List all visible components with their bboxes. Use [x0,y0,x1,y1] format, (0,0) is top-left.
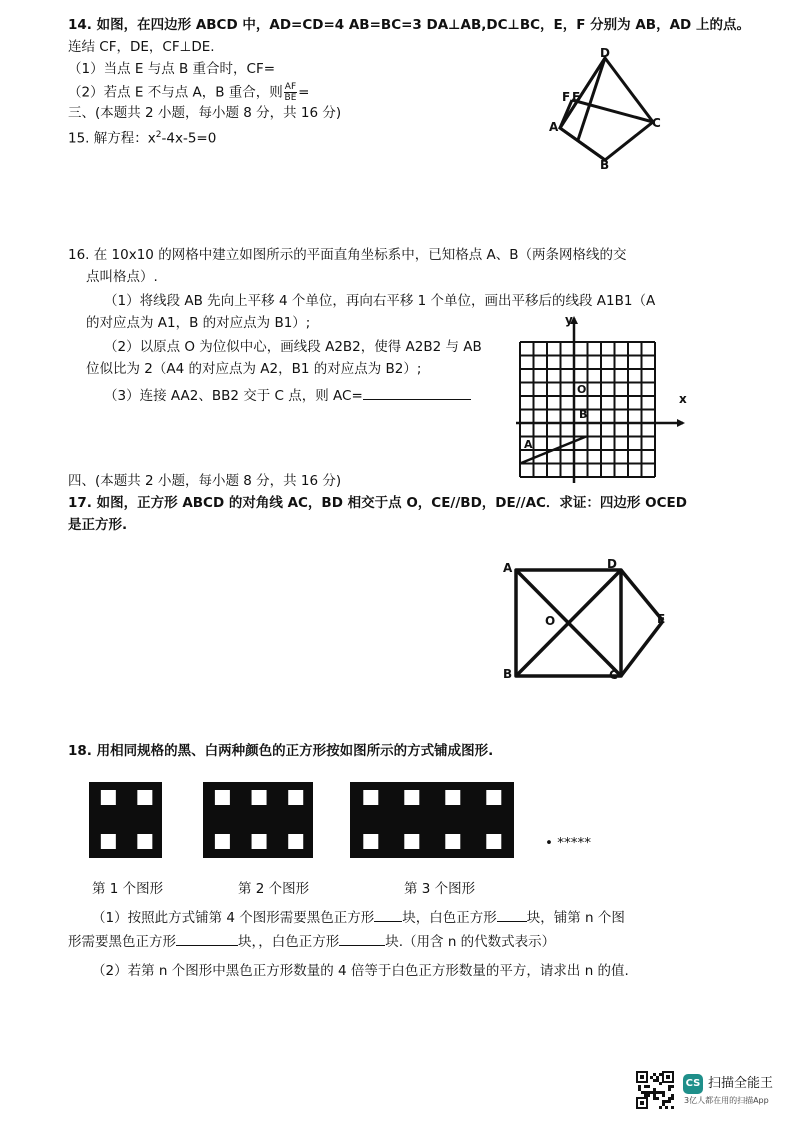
q18-part1-b [68,932,555,951]
white-tile [215,834,230,849]
q14-label-D: D [600,46,610,60]
qr-module [656,1091,659,1094]
white-tile [486,790,501,805]
qr-module [668,1088,671,1091]
qr-module [671,1085,674,1088]
q14-line1: 14. 如图，在四边形 ABCD 中，AD=CD=4 AB=BC=3 DA⊥AB,DC⊥BC，E，F 分别为 AB，AD 上的点。 [68,17,750,33]
qr-finder-core [640,1075,644,1079]
qr-module [656,1076,659,1079]
q14-part2-post: = [298,84,310,101]
q18-part1-b3: 块.（用含 n 的代数式表示） [385,934,556,950]
section4-heading: 四、(本题共 2 小题，每小题 8 分，共 16 分) [68,473,342,489]
qr-module [653,1079,656,1082]
q15-base: x [147,130,156,147]
qr-module [662,1100,665,1103]
qr-module [662,1103,665,1106]
q16-line1: 16. 在 10x10 的网格中建立如图所示的平面直角坐标系中，已知格点 A、B（两条网格线的交 [68,247,627,263]
white-tile [363,790,378,805]
qr-module [647,1091,650,1094]
white-tile [137,834,152,849]
q18-part1-a2: 块，白色正方形 [402,910,497,926]
white-tile [252,834,267,849]
q14-label-E: E [572,90,581,104]
q18-part1-a3: 块，铺第 n 个图 [526,910,625,926]
q17-line1: 17. 如图，正方形 ABCD 的对角线 AC，BD 相交于点 O，CE//BD，DE//AC．求证：四边形 OCED [68,495,687,511]
qr-module [671,1094,674,1097]
qr-module [659,1082,662,1085]
qr-module [665,1100,668,1103]
qr-module [665,1106,668,1109]
qr-module [644,1085,647,1088]
white-tile [363,834,378,849]
q14-line2: 连结 CF，DE，CF⊥DE. [68,39,215,55]
q18-part1-a1: （1）按照此方式铺第 4 个图形需要黑色正方形 [92,910,375,926]
q14-part1: （1）当点 E 与点 B 重合时，CF= [68,61,276,77]
q15-label: 15. 解方程： [68,130,148,147]
white-tile [486,834,501,849]
q15-equation [68,126,216,148]
qr-finder-core [666,1075,670,1079]
qr-module [647,1085,650,1088]
qr-module [653,1091,656,1094]
q18-caption-2: 第 2 个图形 [238,881,310,897]
qr-module [659,1091,662,1094]
qr-module [650,1076,653,1079]
qr-module [668,1097,671,1100]
qr-module [638,1085,641,1088]
q14-part2 [68,82,309,103]
grid-lines [520,342,655,477]
watermark-subtitle: 3亿人都在用的扫描App [684,1096,769,1105]
q17-label-A: A [503,561,513,575]
qr-module [668,1100,671,1103]
q17-label-E: E [657,612,666,626]
q16-coordinate-grid [515,312,695,487]
qr-module [659,1073,662,1076]
q17-line2: 是正方形. [68,517,128,533]
qr-module [638,1088,641,1091]
q17-label-B: B [503,667,513,681]
q18-blank-white-4[interactable] [497,908,527,922]
q18-part1-b2: 块，，白色正方形 [238,934,340,950]
white-tile [101,834,116,849]
q18-part2: （2）若第 n 个图形中黑色正方形数量的 4 倍等于白色正方形数量的平方，请求出 n 的值. [92,963,629,979]
white-tile [215,790,230,805]
q18-part1-a [92,908,625,927]
q18-part1-b1: 形需要黑色正方形 [68,934,176,950]
q14-fraction-numerator: AF [284,82,297,92]
q18-blank-black-n[interactable] [176,932,238,946]
white-tile [445,790,460,805]
camscanner-logo: CS [683,1074,703,1094]
q16-answer-blank[interactable] [363,386,471,400]
q16-part3 [104,386,471,405]
white-tile [445,834,460,849]
white-tile [404,834,419,849]
q16-label-x: x [679,392,687,406]
qr-code-icon [636,1071,674,1109]
qr-module [662,1094,665,1097]
tile-figure-3 [350,782,514,858]
q18-caption-1: 第 1 个图形 [92,881,164,897]
qr-module [644,1091,647,1094]
tile-figure-2 [203,782,313,858]
q14-label-A: A [549,120,559,134]
q18-line1: 18. 用相同规格的黑、白两种颜色的正方形按如图所示的方式铺成图形. [68,743,494,759]
q16-label-O: O [577,383,587,396]
q14-label-B: B [600,158,610,172]
q16-label-B: B [579,408,588,421]
q16-part1-a: （1）将线段 AB 先向上平移 4 个单位，再向右平移 1 个单位，画出平移后的线段 A1B1（A [104,293,656,309]
q14-ratio-fraction [284,82,297,103]
q16-part3-text: （3）连接 AA2、BB2 交于 C 点，则 AC= [104,388,363,404]
q14-fraction-denominator: BE [284,93,297,103]
qr-module [668,1085,671,1088]
qr-module [644,1094,647,1097]
tile-figure-1 [89,782,162,858]
qr-module [671,1097,674,1100]
qr-module [653,1094,656,1097]
q17-segment-CE [621,621,663,676]
q14-quadrilateral-figure [550,50,670,175]
qr-module [659,1106,662,1109]
white-tile [404,790,419,805]
q16-line2: 点叫格点）. [86,269,158,285]
q17-label-C: C [609,668,618,682]
watermark-title: 扫描全能王 [708,1076,774,1091]
white-tile [101,790,116,805]
q17-label-O: O [545,614,556,628]
q16-label-A: A [524,438,533,451]
white-tile [137,790,152,805]
q18-blank-black-4[interactable] [374,908,402,922]
qr-module [641,1091,644,1094]
q14-label-F: F [562,90,571,104]
white-tile [288,834,303,849]
qr-module [653,1073,656,1076]
q16-part1-b: 的对应点为 A1，B 的对应点为 B1）; [86,315,311,331]
q17-square-figure [505,560,680,685]
section3-heading: 三、(本题共 2 小题，每小题 8 分，共 16 分) [68,105,342,121]
q14-part2-pre: （2）若点 E 不与点 A，B 重合，则 [68,84,283,101]
q14-label-C: C [652,116,661,130]
q16-part2-a: （2）以原点 O 为位似中心，画线段 A2B2，使得 A2B2 与 AB [104,339,482,355]
q18-caption-3: 第 3 个图形 [404,881,476,897]
q16-part2-b: 位似比为 2（A4 的对应点为 A2，B1 的对应点为 B2）; [86,361,422,377]
q14-segment-DE [578,58,605,140]
q17-label-D: D [607,557,617,571]
q18-ellipsis: • ***** [545,835,592,851]
qr-module [656,1097,659,1100]
q18-tile-patterns [85,778,530,864]
qr-module [662,1091,665,1094]
qr-module [650,1091,653,1094]
white-tile [288,790,303,805]
qr-module [671,1106,674,1109]
q16-label-y: y [565,313,573,327]
qr-module [656,1079,659,1082]
white-tile [252,790,267,805]
q18-blank-white-n[interactable] [339,932,385,946]
qr-module [647,1094,650,1097]
qr-finder-core [640,1101,644,1105]
x-axis-arrow [677,419,685,427]
qr-module [653,1097,656,1100]
q15-exponent: 2 [155,130,162,140]
q14-segment-AB [560,128,605,160]
q15-rest: -4x-5=0 [161,130,217,147]
qr-module [653,1088,656,1091]
